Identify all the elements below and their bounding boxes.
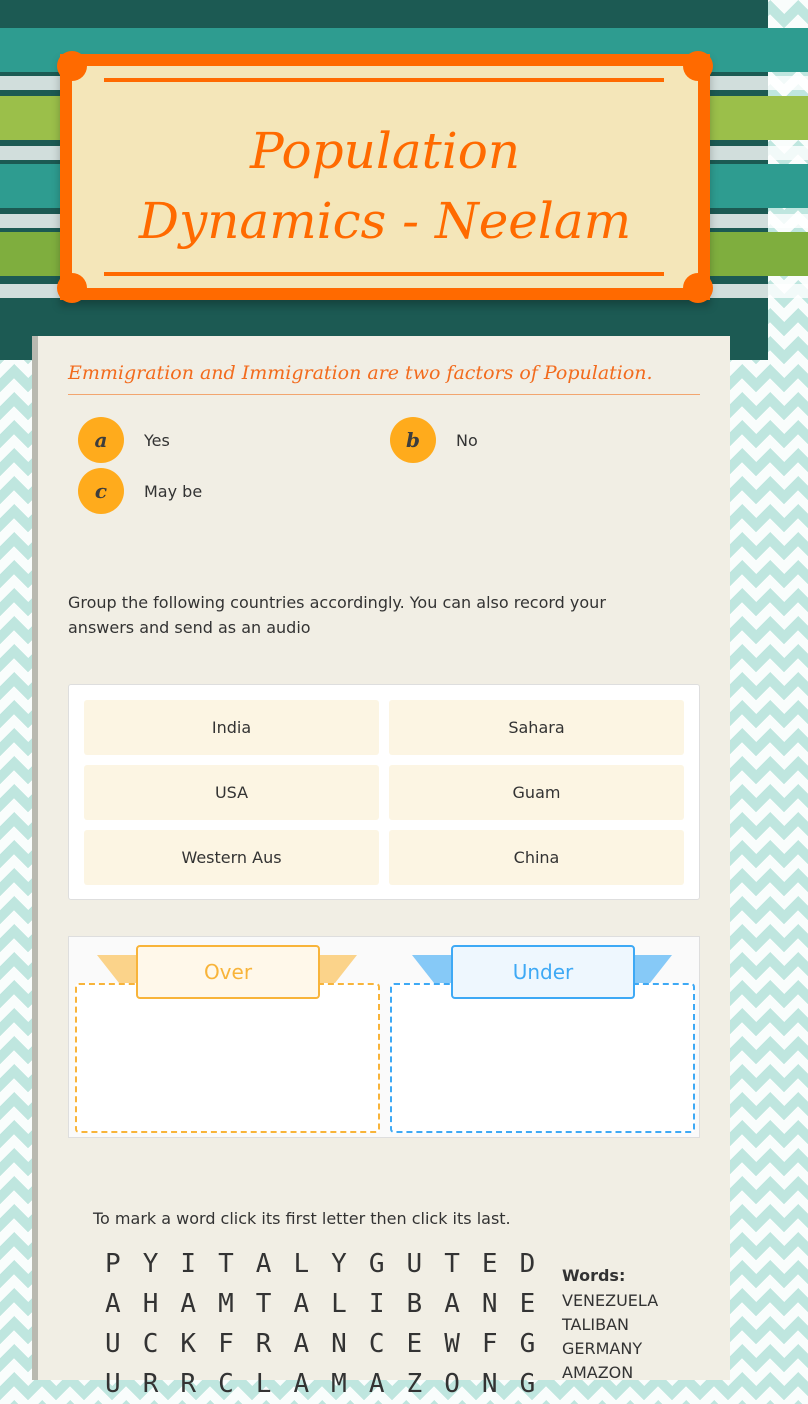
question-2-instruction: Group the following countries accordingly. You can also record your answers and send as an audio xyxy=(68,593,606,637)
grid-cell[interactable]: G xyxy=(519,1329,536,1359)
grid-cell[interactable]: Y xyxy=(142,1249,159,1279)
grid-cell[interactable]: G xyxy=(368,1249,385,1279)
grid-cell[interactable]: A xyxy=(444,1289,460,1319)
corner-ornament xyxy=(683,51,713,81)
grid-cell[interactable]: E xyxy=(481,1249,498,1279)
wordsearch-grid xyxy=(94,1244,546,1404)
grid-cell[interactable]: M xyxy=(331,1369,347,1399)
option-c-badge: c xyxy=(78,468,124,514)
word-entry: TALIBAN xyxy=(562,1315,629,1334)
grid-row xyxy=(94,1284,546,1324)
corner-ornament xyxy=(683,273,713,303)
group-label-under: Under xyxy=(451,945,635,999)
grid-cell[interactable]: K xyxy=(180,1329,197,1359)
grid-cell[interactable]: A xyxy=(293,1369,310,1399)
words-panel xyxy=(562,1266,662,1385)
grid-cell[interactable]: I xyxy=(180,1249,197,1279)
drop-zone-over[interactable] xyxy=(75,983,380,1133)
grid-cell[interactable]: R xyxy=(255,1329,272,1359)
grid-cell[interactable]: T xyxy=(218,1249,234,1279)
grid-cell[interactable]: A xyxy=(180,1289,197,1319)
grid-cell[interactable]: M xyxy=(218,1289,234,1319)
option-a-label: Yes xyxy=(144,430,170,450)
words-title: Words: xyxy=(562,1266,626,1285)
option-a-badge: a xyxy=(78,417,124,463)
grid-cell[interactable]: E xyxy=(519,1289,536,1319)
drag-item[interactable]: Western Aus xyxy=(84,830,379,885)
grid-cell[interactable]: N xyxy=(481,1289,498,1319)
page-title-line-1: Population xyxy=(249,122,521,180)
grid-cell[interactable]: E xyxy=(406,1329,423,1359)
grid-cell[interactable]: N xyxy=(331,1329,347,1359)
grid-cell[interactable]: L xyxy=(331,1289,347,1319)
corner-ornament xyxy=(57,51,87,81)
draggable-items-box xyxy=(68,684,700,900)
drag-item[interactable]: China xyxy=(389,830,684,885)
grid-cell[interactable]: A xyxy=(293,1329,310,1359)
grid-cell[interactable]: U xyxy=(406,1249,423,1279)
option-b[interactable] xyxy=(390,417,478,463)
page-title xyxy=(72,116,698,256)
page-title-line-2: Dynamics - Neelam xyxy=(138,192,632,250)
groups-box xyxy=(68,936,700,1138)
option-b-label: No xyxy=(456,430,478,450)
title-card xyxy=(60,54,710,300)
title-rule-bottom xyxy=(104,272,664,276)
word-entry: GERMANY xyxy=(562,1339,643,1358)
grid-cell[interactable]: T xyxy=(444,1249,460,1279)
grid-cell[interactable]: T xyxy=(255,1289,272,1319)
drag-item[interactable]: USA xyxy=(84,765,379,820)
word-entry: AMAZON xyxy=(562,1363,634,1382)
grid-cell[interactable]: H xyxy=(142,1289,159,1319)
grid-cell[interactable]: C xyxy=(218,1369,234,1399)
question-1-prompt: Emmigration and Immigration are two factors of Population. xyxy=(68,362,700,395)
option-c-label: May be xyxy=(144,481,203,501)
grid-cell[interactable]: I xyxy=(368,1289,385,1319)
grid-row xyxy=(94,1364,546,1404)
grid-cell[interactable]: F xyxy=(481,1329,498,1359)
option-a[interactable] xyxy=(78,417,170,463)
grid-cell[interactable]: W xyxy=(444,1329,460,1359)
grid-cell[interactable]: R xyxy=(180,1369,197,1399)
grid-cell[interactable]: C xyxy=(368,1329,385,1359)
option-b-badge: b xyxy=(390,417,436,463)
group-label-over: Over xyxy=(136,945,320,999)
drag-item[interactable]: India xyxy=(84,700,379,755)
drag-item[interactable]: Sahara xyxy=(389,700,684,755)
grid-cell[interactable]: F xyxy=(218,1329,234,1359)
grid-cell[interactable]: O xyxy=(444,1369,460,1399)
grid-cell[interactable]: Z xyxy=(406,1369,423,1399)
option-c[interactable] xyxy=(78,468,202,514)
title-rule-top xyxy=(104,78,664,82)
drop-zone-under[interactable] xyxy=(390,983,695,1133)
drag-item[interactable]: Guam xyxy=(389,765,684,820)
grid-cell[interactable]: U xyxy=(105,1369,121,1399)
grid-cell[interactable]: U xyxy=(105,1329,121,1359)
grid-cell[interactable]: L xyxy=(255,1369,272,1399)
grid-row xyxy=(94,1244,546,1284)
grid-cell[interactable]: B xyxy=(406,1289,423,1319)
grid-cell[interactable]: C xyxy=(142,1329,159,1359)
word-entry: VENEZUELA xyxy=(562,1291,659,1310)
title-card-inner xyxy=(72,66,698,288)
grid-cell[interactable]: G xyxy=(519,1369,536,1399)
grid-row xyxy=(94,1324,546,1364)
grid-cell[interactable]: N xyxy=(481,1369,498,1399)
grid-cell[interactable]: A xyxy=(105,1289,121,1319)
grid-cell[interactable]: D xyxy=(519,1249,536,1279)
wordsearch-instruction: To mark a word click its first letter then click its last. xyxy=(93,1209,511,1228)
grid-cell[interactable]: L xyxy=(293,1249,310,1279)
grid-cell[interactable]: P xyxy=(105,1249,121,1279)
grid-cell[interactable]: A xyxy=(255,1249,272,1279)
grid-cell[interactable]: Y xyxy=(331,1249,347,1279)
grid-cell[interactable]: R xyxy=(142,1369,159,1399)
grid-cell[interactable]: A xyxy=(368,1369,385,1399)
corner-ornament xyxy=(57,273,87,303)
grid-cell[interactable]: A xyxy=(293,1289,310,1319)
